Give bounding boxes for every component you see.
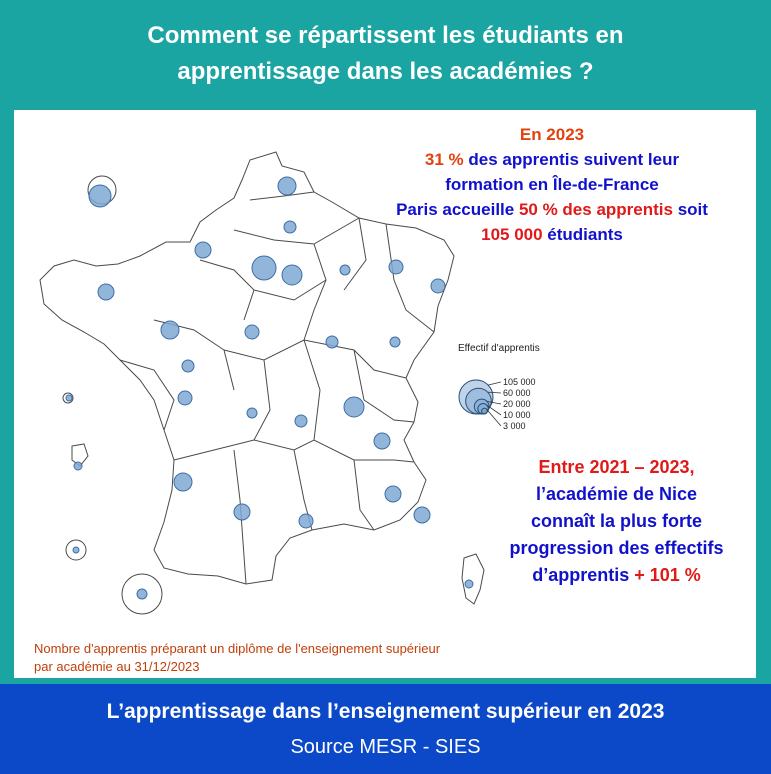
bubble-lyon bbox=[344, 397, 364, 417]
bubble-lille bbox=[278, 177, 296, 195]
bubble-overseas-e bbox=[137, 589, 147, 599]
legend-leader-5 bbox=[486, 409, 501, 426]
bubble-toulouse bbox=[234, 504, 250, 520]
bubble-bordeaux bbox=[174, 473, 192, 491]
legend-leader-1 bbox=[488, 382, 501, 385]
stat2-line-1: Entre 2021 – 2023, bbox=[538, 457, 695, 477]
stat2-line-5 bbox=[474, 562, 759, 589]
stat-block-nice bbox=[474, 454, 759, 589]
note-line-1: Nombre d'apprentis préparant un diplôme de l'enseignement supérieur bbox=[34, 641, 441, 656]
footer-title: L’apprentissage dans l’enseignement supérieur en 2023 bbox=[106, 700, 665, 723]
map-panel bbox=[14, 110, 756, 678]
stat1-line-4-c: soit bbox=[672, 200, 708, 219]
legend-label-1: 105 000 bbox=[503, 377, 536, 387]
bubble-strasbourg bbox=[431, 279, 445, 293]
bubble-rennes bbox=[161, 321, 179, 339]
bubble-dijon bbox=[326, 336, 338, 348]
stat1-line-4 bbox=[362, 197, 742, 222]
bubble-rouen bbox=[195, 242, 211, 258]
bubble-nantes bbox=[182, 360, 194, 372]
bubble-aix-marseille bbox=[385, 486, 401, 502]
title-line-2: apprentissage dans les académies ? bbox=[177, 58, 594, 85]
bubble-orleans bbox=[245, 325, 259, 339]
stat2-line-4: progression des effectifs bbox=[509, 538, 724, 558]
bubble-limoges bbox=[247, 408, 257, 418]
legend-label-3: 20 000 bbox=[503, 399, 531, 409]
bubble-overseas-a bbox=[89, 185, 111, 207]
stat-block-idf bbox=[362, 122, 742, 247]
bubble-overseas-c bbox=[74, 462, 82, 470]
bubble-paris bbox=[252, 256, 276, 280]
legend-label-4: 10 000 bbox=[503, 410, 531, 420]
note-line-2: par académie au 31/12/2023 bbox=[34, 659, 200, 674]
bubble-caen bbox=[98, 284, 114, 300]
legend-title: Effectif d'apprentis bbox=[458, 343, 540, 354]
map-note bbox=[34, 640, 594, 676]
bubble-poitiers bbox=[178, 391, 192, 405]
bubble-besancon bbox=[390, 337, 400, 347]
page-title bbox=[0, 18, 771, 90]
title-line-1: Comment se répartissent les étudiants en bbox=[147, 22, 624, 49]
bubble-amiens bbox=[284, 221, 296, 233]
stat2-line-3: connaît la plus forte bbox=[530, 511, 703, 531]
bubble-grenoble bbox=[374, 433, 390, 449]
stat1-line-5-text: étudiants bbox=[542, 225, 623, 244]
stat1-line-4-b: 50 % des apprentis bbox=[518, 200, 673, 219]
bubble-nice bbox=[414, 507, 430, 523]
bubble-overseas-b bbox=[66, 395, 72, 401]
bubble-nancy-metz bbox=[389, 260, 403, 274]
stat1-line-5 bbox=[362, 222, 742, 247]
stat1-line-4-a: Paris accueille bbox=[396, 200, 519, 219]
stat2-line-2: l’académie de Nice bbox=[535, 484, 698, 504]
legend-label-5: 3 000 bbox=[503, 421, 526, 431]
bubble-montpellier bbox=[299, 514, 313, 528]
bubble-corse bbox=[465, 580, 473, 588]
stat1-line-3: formation en Île-de-France bbox=[445, 175, 659, 194]
footer-source: Source MESR - SIES bbox=[290, 736, 481, 758]
stat1-year: En 2023 bbox=[519, 125, 585, 144]
stat1-count: 105 000 bbox=[481, 225, 543, 244]
legend-label-2: 60 000 bbox=[503, 388, 531, 398]
bubble-clermont bbox=[295, 415, 307, 427]
stat1-percent: 31 % bbox=[424, 150, 464, 169]
stat1-line-2-text: des apprentis suivent leur bbox=[463, 150, 680, 169]
stat2-percent: + 101 % bbox=[629, 565, 701, 585]
stat2-line-5-text: d’apprentis bbox=[532, 565, 630, 585]
bubble-reims bbox=[340, 265, 350, 275]
legend-circle-5 bbox=[482, 408, 488, 414]
stat1-line-2 bbox=[362, 147, 742, 172]
bubble-versailles bbox=[282, 265, 302, 285]
footer-band bbox=[0, 684, 771, 774]
bubble-overseas-d bbox=[73, 547, 79, 553]
